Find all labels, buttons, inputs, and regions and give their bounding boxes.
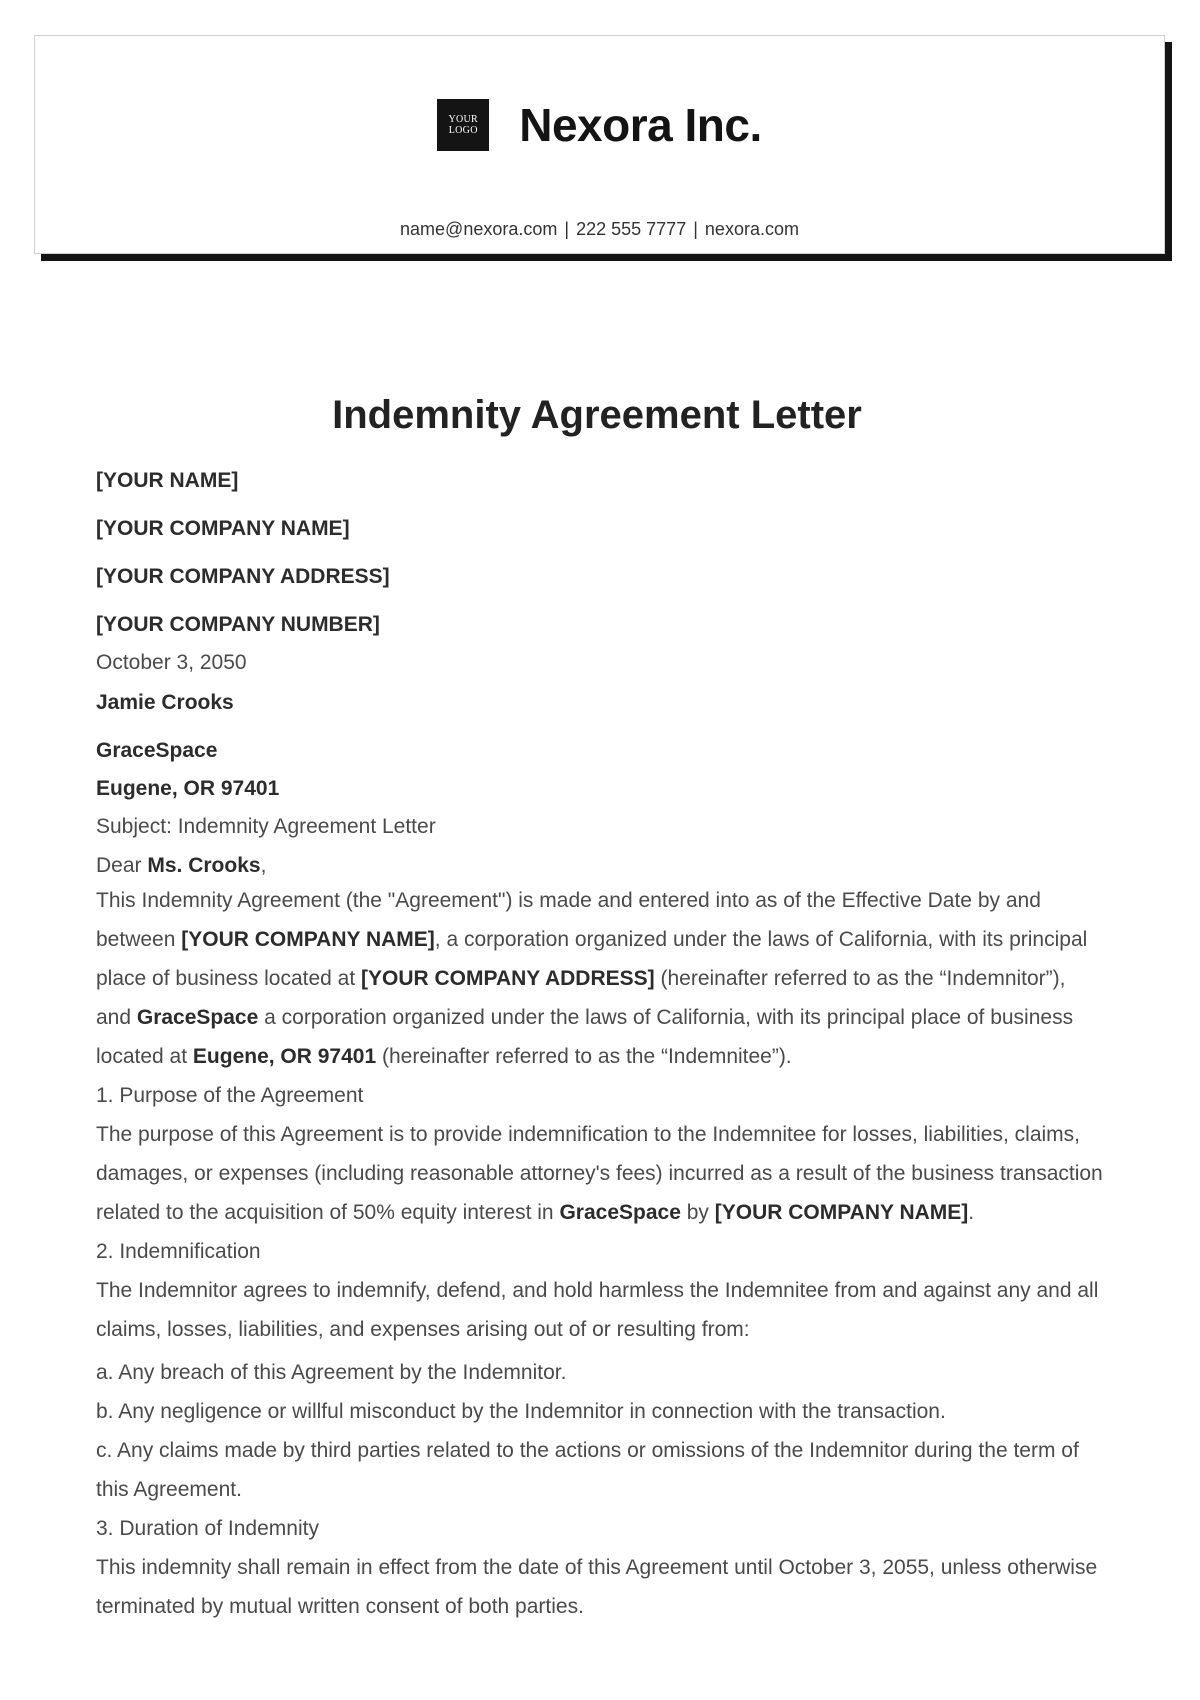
- salutation: [96, 851, 1106, 881]
- document-title: Indemnity Agreement Letter: [332, 393, 862, 437]
- letter-body: [96, 392, 1106, 1626]
- sender-name: [YOUR NAME]: [96, 469, 239, 492]
- section2-paragraph: The Indemnitor agrees to indemnify, defend, and hold harmless the Indemnitee from and against any and all claims, losses, liabilities, and expenses arising out of or resulting from:: [96, 1279, 1099, 1341]
- intro-text: This Indemnity Agreement (the "Agreement") is made and entered into as of the Effective Date by and between: [96, 889, 1041, 951]
- letterhead: [34, 35, 1165, 254]
- section1-text: by: [680, 1201, 715, 1224]
- brand-row: [35, 98, 1164, 152]
- contact-line: [35, 219, 1164, 240]
- sender-address: [YOUR COMPANY ADDRESS]: [96, 565, 390, 588]
- section2-item-b: b. Any negligence or willful misconduct by the Indemnitor in connection with the transaction.: [96, 1400, 946, 1423]
- section2-item-c: c. Any claims made by third parties related to the actions or omissions of the Indemnitor during the term of this Agreement.: [96, 1439, 1079, 1501]
- company-name: Nexora Inc.: [519, 99, 762, 151]
- contact-separator: |: [693, 219, 698, 239]
- contact-website: nexora.com: [704, 219, 799, 239]
- intro-paragraph: [96, 881, 1106, 1076]
- section1-heading: 1. Purpose of the Agreement: [96, 1084, 364, 1107]
- intro-bold: Eugene, OR 97401: [192, 1045, 377, 1068]
- section3-heading: 3. Duration of Indemnity: [96, 1517, 319, 1540]
- intro-bold: GraceSpace: [136, 1006, 259, 1029]
- recipient-name: Jamie Crooks: [96, 691, 234, 714]
- intro-text: (hereinafter referred to as the “Indemnitor”), and: [96, 967, 1066, 1029]
- logo-text-line1: YOUR: [448, 114, 479, 125]
- sender-company: [YOUR COMPANY NAME]: [96, 517, 350, 540]
- intro-bold: [YOUR COMPANY NAME]: [181, 928, 435, 951]
- section2-item-a: a. Any breach of this Agreement by the Indemnitor.: [96, 1361, 567, 1384]
- section1-text: .: [968, 1201, 975, 1224]
- section3-paragraph: This indemnity shall remain in effect from the date of this Agreement until October 3, 2055, unless otherwise terminated by mutual written consent of both parties.: [96, 1556, 1098, 1618]
- section1-bold: [YOUR COMPANY NAME]: [714, 1201, 969, 1224]
- letter-date: October 3, 2050: [96, 651, 247, 674]
- company-logo: [437, 99, 489, 151]
- salutation-prefix: Dear: [96, 854, 148, 877]
- salutation-name: Ms. Crooks: [147, 854, 261, 877]
- recipient-company: GraceSpace: [96, 739, 218, 762]
- sender-number: [YOUR COMPANY NUMBER]: [96, 613, 380, 636]
- intro-text: (hereinafter referred to as the “Indemnitee”).: [376, 1045, 792, 1068]
- subject-line: Subject: Indemnity Agreement Letter: [96, 815, 436, 838]
- contact-phone: 222 555 7777: [576, 219, 687, 239]
- section1-bold: GraceSpace: [559, 1201, 681, 1224]
- section1-text: The purpose of this Agreement is to provide indemnification to the Indemnitee for losses, liabilities, claims, damages, or expenses (including reasonable attorney's fees) incurred as a result of the business transaction related to the acquisition of 50% equity interest in: [96, 1123, 1103, 1224]
- logo-text-line2: LOGO: [448, 125, 478, 136]
- contact-separator: |: [564, 219, 570, 239]
- section2-heading: 2. Indemnification: [96, 1240, 261, 1263]
- intro-bold: [YOUR COMPANY ADDRESS]: [361, 967, 655, 990]
- recipient-city: Eugene, OR 97401: [96, 777, 280, 800]
- salutation-suffix: ,: [260, 854, 267, 877]
- contact-email: name@nexora.com: [400, 219, 558, 239]
- intro-text: a corporation organized under the laws of California, with its principal place of business located at: [96, 1006, 1074, 1068]
- intro-text: , a corporation organized under the laws of California, with its principal place of business located at: [96, 928, 1088, 990]
- section1-paragraph: [96, 1115, 1106, 1232]
